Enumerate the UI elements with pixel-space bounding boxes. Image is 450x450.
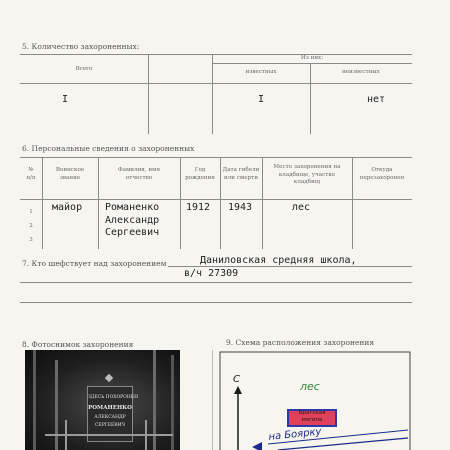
s6-header-num: № п/п: [26, 167, 36, 181]
s6-name-line2: Александр: [105, 215, 160, 226]
s5-divider-1: [148, 54, 149, 134]
section9-title: 9. Схема расположения захоронения: [226, 338, 375, 347]
s6-name-line3: Сергеевич: [105, 227, 160, 238]
grave-label: [288, 410, 336, 423]
section6-title: 6. Персональные сведения о захороненных: [22, 144, 195, 153]
grave-label-line2: могила: [301, 416, 323, 423]
s5-col-known: известных: [245, 69, 277, 75]
s7-value-line2: в/ч 27309: [184, 268, 239, 279]
s6-header-from: Откуда перезахоронен: [359, 167, 405, 181]
s5-col-unknown: неизвестных: [342, 69, 380, 75]
s5-col-including: Из них:: [300, 55, 324, 61]
s6-rank-value: майор: [52, 202, 83, 213]
s6-header-death: Дата гибели или смерти: [222, 167, 260, 181]
s6-death-value: 1943: [228, 202, 253, 213]
s5-sub-rule: [212, 63, 412, 64]
monument-line-4: СЕРГЕЕВИЧ: [94, 423, 125, 428]
s5-total-value: I: [61, 94, 69, 105]
photo-fence-post-1: [65, 420, 67, 450]
s6-header-name: Фамилия, имя отчество: [117, 167, 161, 181]
s6-name-line1: Романенко: [105, 202, 160, 213]
monument-star-icon: [105, 374, 113, 382]
s6-top-rule: [20, 157, 412, 158]
s6-header-rule: [20, 199, 412, 200]
photo-tree-2: [55, 360, 58, 450]
monument-line-2: РОМАНЕНКО: [88, 405, 132, 411]
grave-label-line1: Братская: [298, 410, 326, 416]
road-arrow-icon: [252, 442, 262, 450]
section7-title: 7. Кто шефствует над захоронением: [22, 259, 167, 268]
photo-frame-edge: [212, 350, 213, 450]
s6-header-place: Место захоронения на кладбище, участке кладбищ: [273, 164, 341, 186]
monument-line-1: ЗДЕСЬ ПОХОРОНЕН: [88, 395, 139, 400]
forest-label: лес: [300, 380, 320, 393]
s6-row-num-2: 2: [29, 223, 33, 229]
s5-unknown-value: нет: [366, 94, 386, 105]
s6-header-birth: Год рождения: [185, 167, 215, 181]
photo-fence-post-2: [145, 420, 147, 450]
s7-rule-2: [20, 282, 412, 283]
s5-col-total: Всего: [75, 66, 93, 72]
section5-title: 5. Количество захороненных:: [22, 42, 140, 51]
s5-header-rule: [20, 83, 412, 84]
s6-header-rank: Воинское звание: [55, 167, 85, 181]
s7-rule-1: [168, 266, 412, 267]
road-label: на Боярку: [268, 426, 323, 443]
s5-known-value: I: [257, 94, 265, 105]
photo-tree-1: [33, 350, 36, 450]
s7-rule-3: [20, 302, 412, 303]
s6-row-num-3: 3: [29, 237, 33, 243]
s6-row-num-1: 1: [29, 209, 33, 215]
s6-place-value: лес: [292, 202, 311, 213]
north-label: С: [233, 374, 240, 385]
monument-line-3: АЛЕКСАНДР: [94, 415, 126, 420]
s6-birth-value: 1912: [186, 202, 211, 213]
grave-photo: [25, 350, 180, 450]
section8-title: 8. Фотоснимок захоронения: [22, 340, 134, 349]
s7-value-line1: Даниловская средняя школа,: [200, 255, 357, 266]
north-arrow-icon: [234, 386, 242, 394]
